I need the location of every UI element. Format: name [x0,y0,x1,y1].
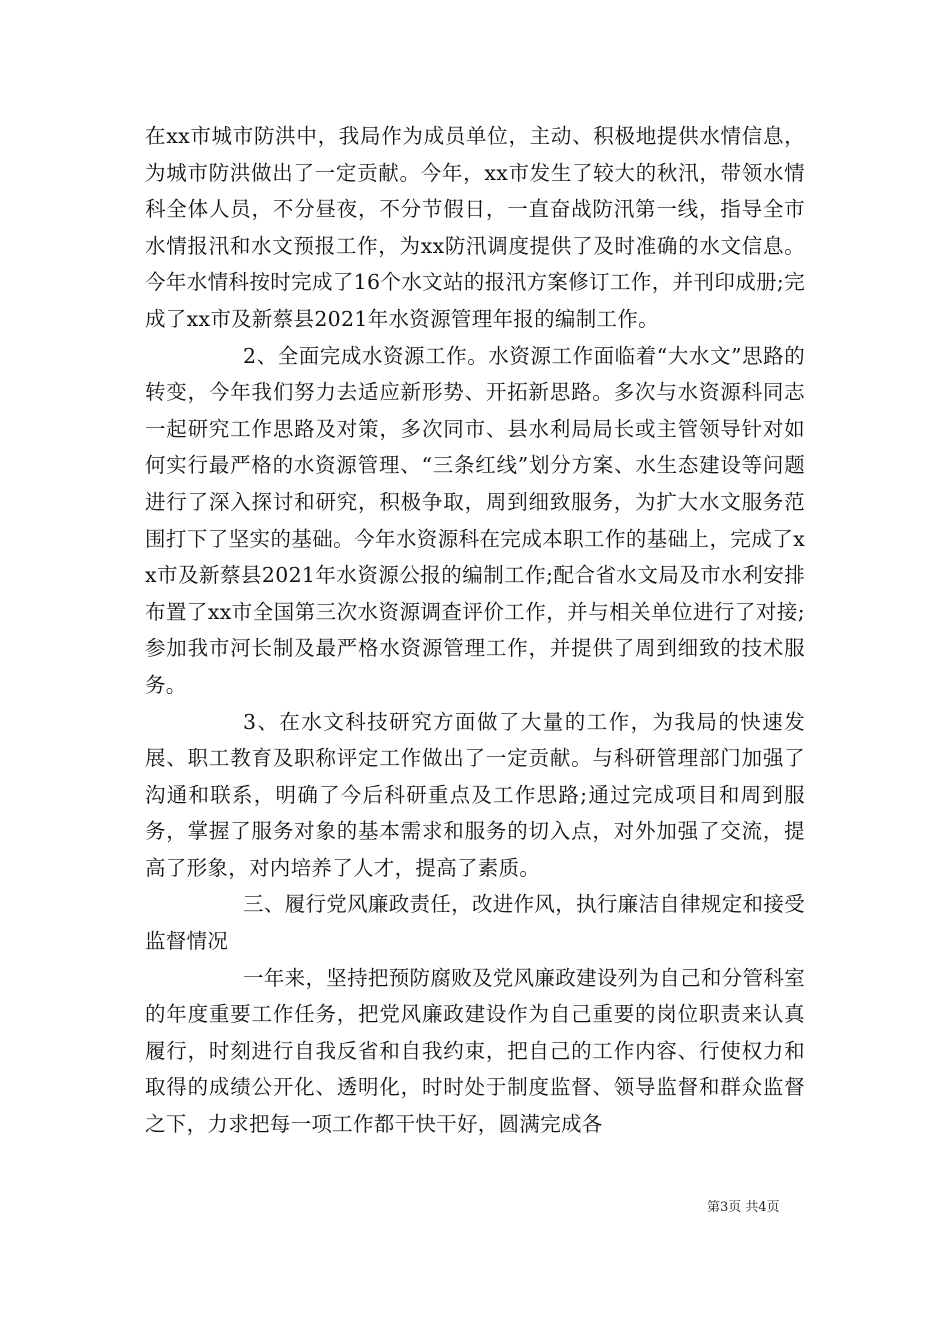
paragraph-hydrology-research: 3、在水文科技研究方面做了大量的工作，为我局的快速发展、职工教育及职称评定工作做出了一定贡献。与科研管理部门加强了沟通和联系，明确了今后科研重点及工作思路;通过完成项目和周到服务，掌握了服务对象的基本需求和服务的切入点，对外加强了交流，提高了形象，对内培养了人才，提高了素质。 [145,709,805,880]
page-number-footer: 第3页 共4页 [707,1200,780,1215]
section-heading-integrity: 三、履行党风廉政责任，改进作风，执行廉洁自律规定和接受监督情况 [145,892,805,954]
paragraph-integrity: 一年来，坚持把预防腐败及党风廉政建设列为自己和分管科室的年度重要工作任务，把党风廉政建设作为自己重要的岗位职责来认真履行，时刻进行自我反省和自我约束，把自己的工作内容、行使权力和取得的成绩公开化、透明化，时时处于制度监督、领导监督和群众监督之下，力求把每一项工作都干快干好，圆满完成各 [145,965,805,1137]
paragraph-flood-control: 在xx市城市防洪中，我局作为成员单位，主动、积极地提供水情信息，为城市防洪做出了一定贡献。今年，xx市发生了较大的秋汛，带领水情科全体人员，不分昼夜，不分节假日，一直奋战防汛第一线，指导全市水情报汛和水文预报工作，为xx防汛调度提供了及时准确的水文信息。今年水情科按时完成了16个水文站的报汛方案修订工作，并刊印成册;完成了xx市及新蔡县2021年水资源管理年报的编制工作。 [145,124,805,331]
document-body [145,118,805,1143]
paragraph-water-resources: 2、全面完成水资源工作。水资源工作面临着“大水文”思路的转变，今年我们努力去适应新形势、开拓新思路。多次与水资源科同志一起研究工作思路及对策，多次同市、县水利局局长或主管领导针对如何实行最严格的水资源管理、“三条红线”划分方案、水生态建设等问题进行了深入探讨和研究，积极争取，周到细致服务，为扩大水文服务范围打下了坚实的基础。今年水资源科在完成本职工作的基础上，完成了xx市及新蔡县2021年水资源公报的编制工作;配合省水文局及市水利安排布置了xx市全国第三次水资源调查评价工作，并与相关单位进行了对接;参加我市河长制及最严格水资源管理工作，并提供了周到细致的技术服务。 [145,343,805,697]
